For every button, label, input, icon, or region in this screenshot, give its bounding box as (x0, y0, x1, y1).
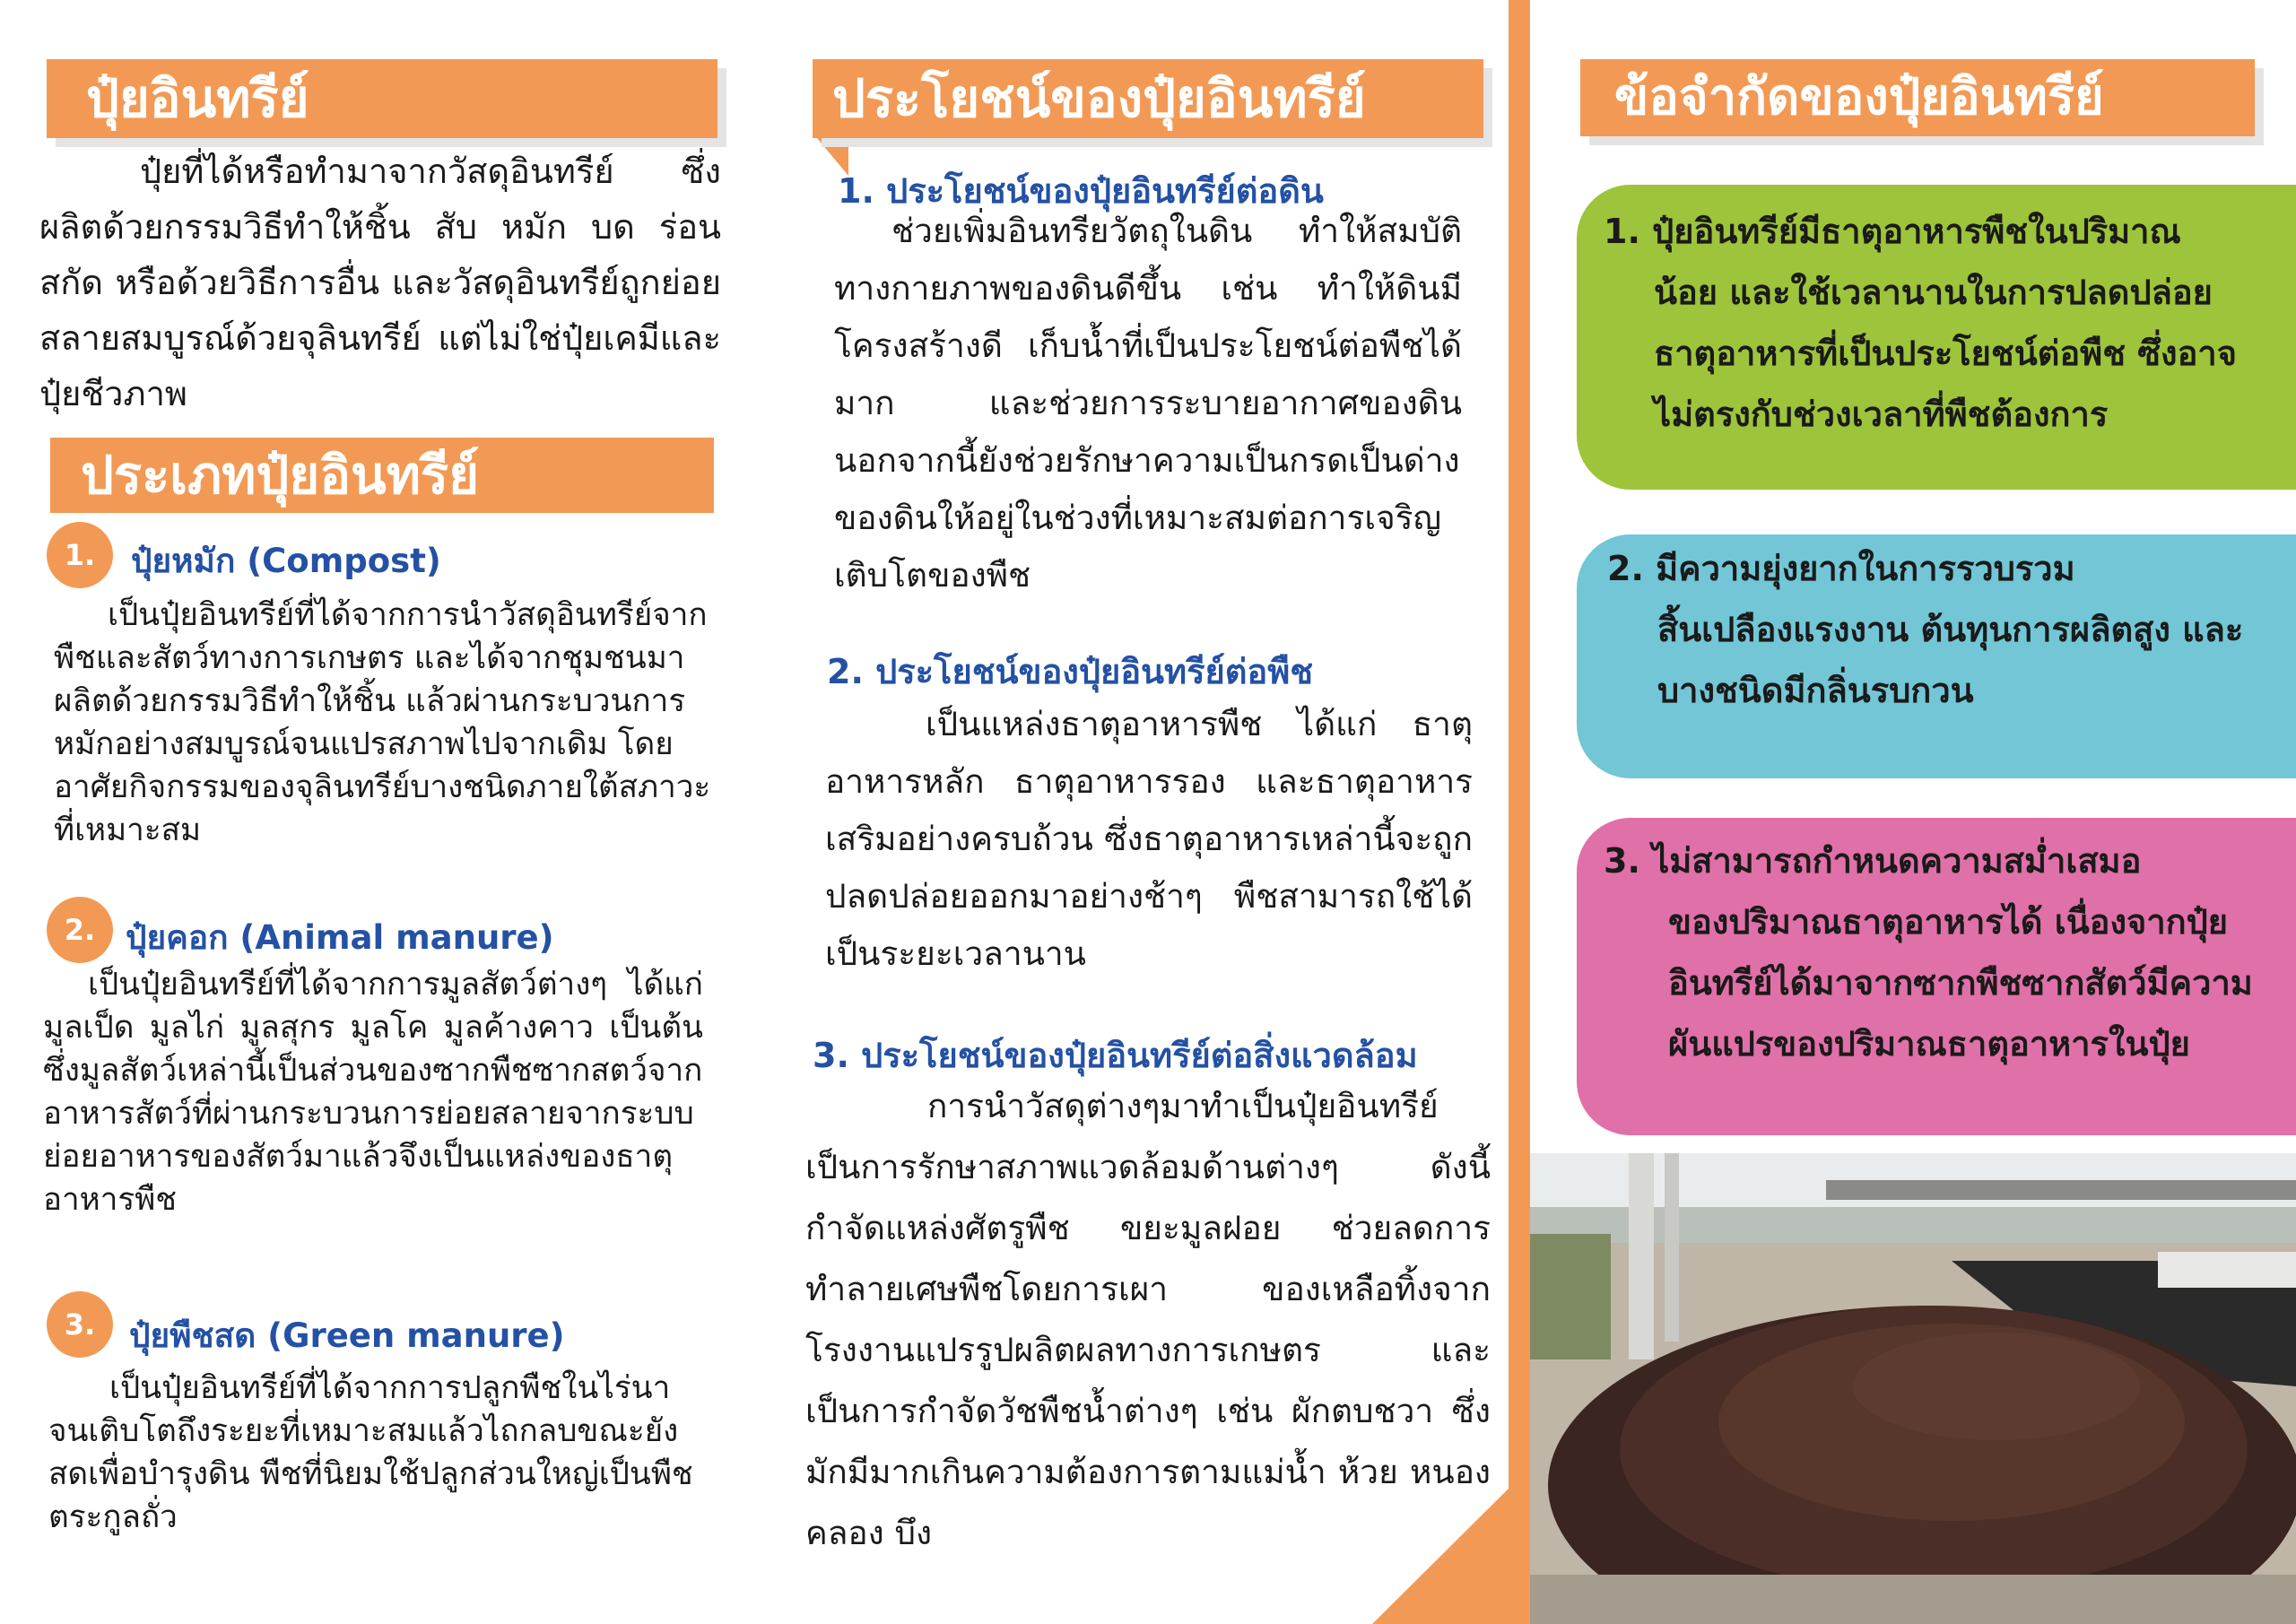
section-title-text: ข้อจำกัดของปุ๋ยอินทรีย์ (1614, 68, 2104, 126)
column-divider (1509, 0, 1530, 1624)
limitation-lead: 3. ไม่สามารถกำหนดความสม่ำเสมอ (1604, 841, 2142, 881)
section-title-organic-fertilizer (47, 59, 718, 138)
type-text-compost: เป็นปุ๋ยอินทรีย์ที่ได้จากการนำวัสดุอินทรีย์จากพืชและสัตว์ทางการเกษตร และได้จากชุมชนมาผลิตด้วยกรรมวิธีทำให้ชิ้น แล้วผ่านกระบวนการหมักอย่างสมบูรณ์จนแปรสภาพไปจากเดิม โดยอาศัยกิจกรรมของจุลินทรีย์บางชนิดภายใต้สภาวะที่เหมาะสม (54, 597, 711, 848)
limitation-card-2 (1577, 534, 2296, 778)
section-title-text: ประโยชน์ของปุ๋ยอินทรีย์ (832, 68, 1366, 129)
limitation-lead: 2. มีความยุ่งยากในการรวบรวม (1607, 549, 2075, 588)
benefit-text-environment: การนำวัสดุต่างๆมาทำเป็นปุ๋ยอินทรีย์ เป็นการรักษาสภาพแวดล้อมด้านต่างๆ ดังนี้ กำจัดแหล่งศัตรูพืช ขยะมูลฝอย ช่วยลดการทำลายเศษพืชโดยการเผา ของเหลือทิ้งจากโรงงานแปรรูปผลิตผลทางการเกษตร และเป็นการกำจัดวัชพืชน้ำต่างๆ เช่น ผักตบชวา ซึ่งมักมีมากเกินความต้องการตามแม่น้ำ ห้วย หนอง คลอง บึง (805, 1087, 1491, 1552)
type-heading-green-manure: ปุ๋ยพืชสด (Green manure) (129, 1316, 565, 1355)
number-badge: 2. (47, 897, 113, 963)
type-text-animal-manure: เป็นปุ๋ยอินทรีย์ที่ได้จากการมูลสัตว์ต่างๆ ได้แก่ มูลเป็ด มูลไก่ มูลสุกร มูลโค มูลค้างคาว เป็นต้น ซึ่งมูลสัตว์เหล่านี้เป็นส่วนของซากพืชซากสตว์จากอาหารสัตว์ที่ผ่านกระบวนการย่อยสลายจากระบบย่อยอาหารของสัตว์มาแล้วจึงเป็นแหล่งของธาตุอาหารพืช (43, 967, 703, 1218)
benefit-heading-soil: 1. ประโยชน์ของปุ๋ยอินทรีย์ต่อดิน (838, 171, 1324, 211)
limitation-card-3 (1577, 818, 2296, 1135)
compost-photo-illustration (1530, 1153, 2296, 1624)
number-badge: 3. (47, 1291, 113, 1358)
benefit-heading-plant: 2. ประโยชน์ของปุ๋ยอินทรีย์ต่อพืช (827, 652, 1314, 691)
limitation-lead: 1. ปุ๋ยอินทรีย์มีธาตุอาหารพืชในปริมาณ (1604, 212, 2181, 251)
type-text-green-manure: เป็นปุ๋ยอินทรีย์ที่ได้จากการปลูกพืชในไร่นาจนเติบโตถึงระยะที่เหมาะสมแล้วไถกลบขณะยังสดเพื่อบำรุงดิน พืชที่นิยมใช้ปลูกส่วนใหญ่เป็นพืชตระกูลถั่ว (48, 1370, 693, 1535)
section-title-limitations (1580, 59, 2255, 136)
benefit-text-plant: เป็นแหล่งธาตุอาหารพืช ได้แก่ ธาตุอาหารหลัก ธาตุอาหารรอง และธาตุอาหารเสริมอย่างครบถ้วน ซึ่งธาตุอาหารเหล่านี้จะถูกปลดปล่อยออกมาอย่างช้าๆ พืชสามารถใช้ได้เป็นระยะเวลานาน (825, 705, 1473, 973)
section-title-text: ปุ๋ยอินทรีย์ (86, 68, 309, 129)
limitation-rest: สิ้นเปลืองแรงงาน ต้นทุนการผลิตสูง และบางชนิดมีกลิ่นรบกวน (1657, 610, 2244, 710)
corner-triangle (1372, 1489, 1509, 1624)
section-title-text: ประเภทปุ๋ยอินทรีย์ (81, 445, 480, 506)
section-title-fertilizer-types (50, 438, 714, 513)
benefit-heading-environment: 3. ประโยชน์ของปุ๋ยอินทรีย์ต่อสิ่งแวดล้อม (813, 1036, 1418, 1075)
limitation-card-1 (1577, 185, 2296, 490)
section-title-benefits (813, 59, 1483, 138)
intro-paragraph: ปุ๋ยที่ได้หรือทำมาจากวัสดุอินทรีย์ ซึ่งผลิตด้วยกรรมวิธีทำให้ชิ้น สับ หมัก บด ร่อน สกัด หรือด้วยวิธีการอื่น และวัสดุอินทรีย์ถูกย่อยสลายสมบูรณ์ด้วยจุลินทรีย์ แต่ไม่ใช่ปุ๋ยเคมีและปุ๋ยชีวภาพ (39, 152, 721, 413)
benefit-text-soil: ช่วยเพิ่มอินทรียวัตถุในดิน ทำให้สมบัติทางกายภาพของดินดีขึ้น เช่น ทำให้ดินมีโครงสร้างดี เก็บน้ำที่เป็นประโยชน์ต่อพืชได้มาก และช่วยการระบายอากาศของดิน นอกจากนี้ยังช่วยรักษาความเป็นกรดเป็นด่างของดินให้อยู่ในช่วงที่เหมาะสมต่อการเจริญเติบโตของพืช (834, 212, 1462, 595)
limitation-rest: น้อย และใช้เวลานานในการปลดปล่อยธาตุอาหารที่เป็นประโยชน์ต่อพืช ซึ่งอาจไม่ตรงกับช่วงเวลาที่พืชต้องการ (1654, 273, 2238, 434)
compost-pile-photo (1530, 1153, 2296, 1624)
type-heading-animal-manure: ปุ๋ยคอก (Animal manure) (126, 918, 554, 957)
number-badge: 1. (47, 522, 113, 588)
limitation-rest: ของปริมาณธาตุอาหารได้ เนื่องจากปุ๋ยอินทรีย์ได้มาจากซากพืชซากสัตว์มีความผันแปรของปริมาณธาตุอาหารในปุ๋ย (1668, 902, 2253, 1064)
type-heading-compost: ปุ๋ยหมัก (Compost) (131, 542, 441, 580)
